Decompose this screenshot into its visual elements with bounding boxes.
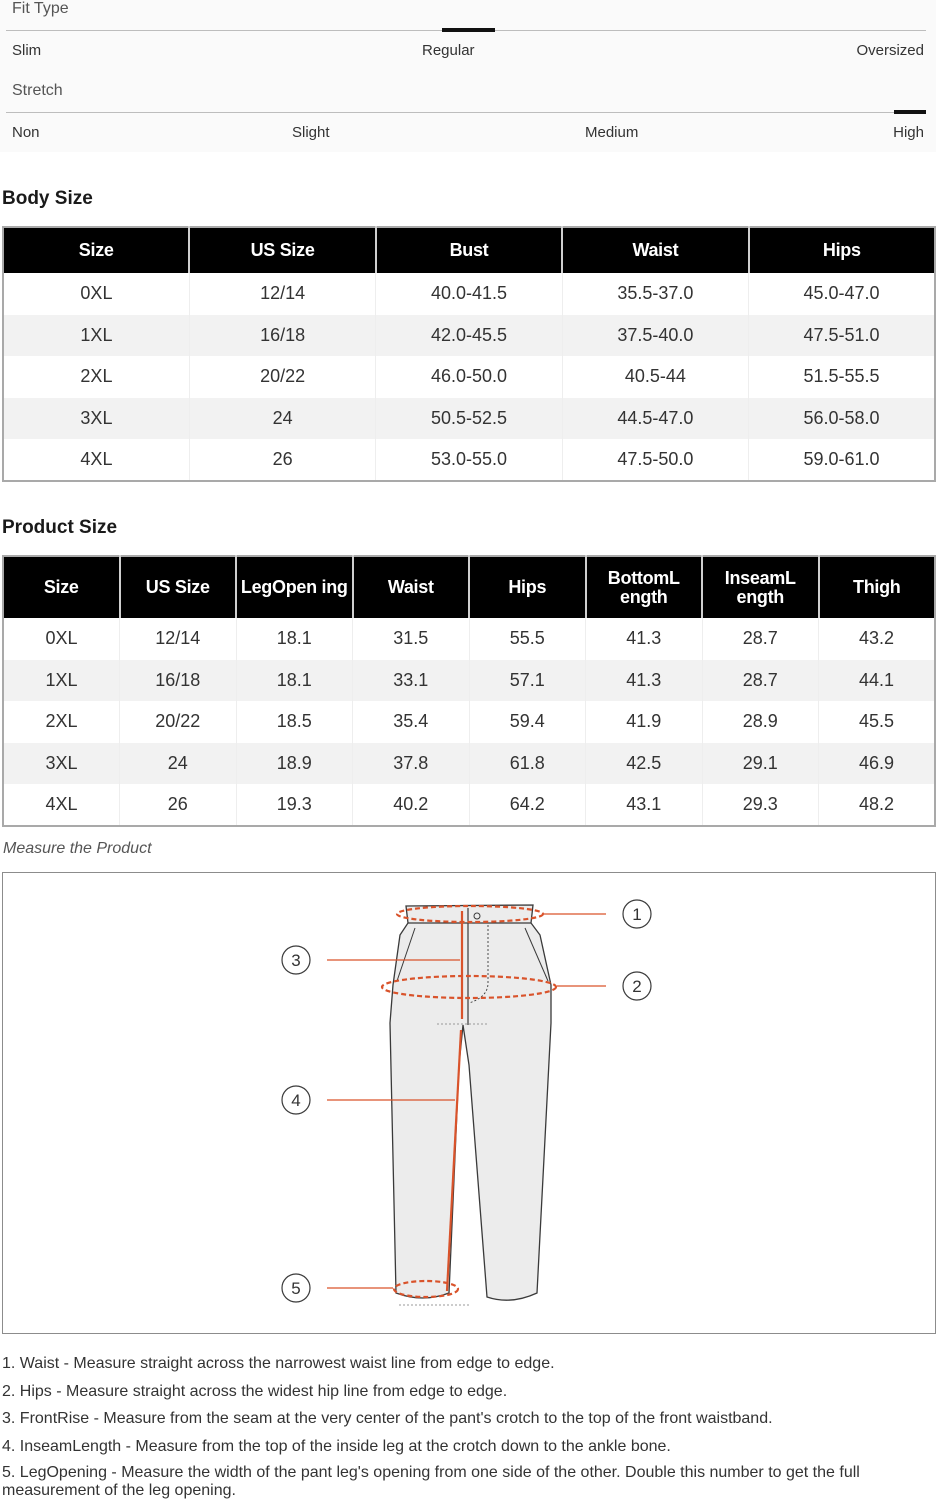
column-header: Size: [3, 556, 120, 618]
column-header: Hips: [469, 556, 586, 618]
table-cell: 55.5: [469, 618, 586, 660]
table-cell: 35.5-37.0: [562, 273, 748, 315]
table-row: [3, 784, 935, 826]
table-cell: 16/18: [189, 315, 375, 357]
table-header-row: [3, 227, 935, 273]
note-waist: 1. Waist - Measure straight across the narrowest waist line from edge to edge.: [2, 1355, 555, 1372]
table-cell: 1XL: [3, 315, 189, 357]
table-cell: 31.5: [353, 618, 470, 660]
table-row: [3, 315, 935, 357]
callout-2: [623, 972, 651, 1000]
table-cell: 35.4: [353, 701, 470, 743]
stretch-option-non: Non: [12, 124, 40, 141]
callout-4-label: 4: [291, 1091, 301, 1110]
table-cell: 18.1: [236, 660, 353, 702]
table-cell: 40.0-41.5: [376, 273, 562, 315]
table-cell: 26: [189, 439, 375, 481]
table-cell: 44.1: [819, 660, 936, 702]
column-header: BottomL ength: [586, 556, 703, 618]
table-cell: 37.8: [353, 743, 470, 785]
table-cell: 18.9: [236, 743, 353, 785]
table-cell: 18.1: [236, 618, 353, 660]
column-header: US Size: [120, 556, 237, 618]
table-cell: 46.9: [819, 743, 936, 785]
measure-caption: Measure the Product: [3, 840, 152, 857]
callout-5: [282, 1274, 310, 1302]
table-row: [3, 743, 935, 785]
stretch-marker: [894, 110, 926, 114]
table-cell: 1XL: [3, 660, 120, 702]
table-cell: 42.5: [586, 743, 703, 785]
table-cell: 2XL: [80, 366, 113, 387]
fit-option-slim: Slim: [12, 42, 42, 59]
table-cell: 40.2: [353, 784, 470, 826]
table-row: [3, 356, 935, 398]
stretch-option-high: High: [893, 124, 924, 141]
table-cell: 3XL: [3, 398, 189, 440]
table-cell: 4XL: [80, 449, 113, 470]
column-header: InseamL ength: [702, 556, 819, 618]
callout-2-label: 2: [632, 977, 642, 996]
table-cell: 12/14: [120, 618, 237, 660]
table-cell: 0XL: [80, 283, 113, 304]
table-cell: 45.5: [819, 701, 936, 743]
product-size-title: Product Size: [2, 517, 118, 538]
column-header: Waist: [562, 227, 748, 273]
column-header: Size: [3, 227, 189, 273]
table-header-row: [3, 556, 935, 618]
table-cell: 4XL: [45, 794, 78, 815]
table-cell: 28.7: [702, 618, 819, 660]
column-header: Waist: [353, 556, 470, 618]
table-cell: 16/18: [120, 660, 237, 702]
fit-stretch-panel: [0, 0, 936, 152]
table-row: [3, 701, 935, 743]
note-inseam-length: 4. InseamLength - Measure from the top of the inside leg at the crotch down to the ankle bone.: [2, 1437, 671, 1455]
table-row: [3, 273, 935, 315]
table-cell: 42.0-45.5: [376, 315, 562, 357]
callout-4: [282, 1086, 310, 1114]
column-header: Hips: [749, 227, 935, 273]
table-cell: 64.2: [469, 784, 586, 826]
table-cell: 40.5-44: [562, 356, 748, 398]
table-cell: 24: [189, 398, 375, 440]
stretch-title: Stretch: [12, 82, 63, 99]
table-cell: 51.5-55.5: [749, 356, 935, 398]
table-cell: 47.5-50.0: [562, 439, 748, 481]
callout-1-label: 1: [632, 905, 642, 924]
note-hips: 2. Hips - Measure straight across the widest hip line from edge to edge.: [2, 1382, 508, 1400]
stretch-track: [6, 112, 926, 113]
fit-option-oversized: Oversized: [856, 42, 924, 59]
table-cell: 26: [120, 784, 237, 826]
table-cell: 12/14: [189, 273, 375, 315]
stretch-option-slight: Slight: [292, 124, 330, 141]
table-cell: 44.5-47.0: [562, 398, 748, 440]
table-cell: 41.3: [586, 660, 703, 702]
table-cell: 50.5-52.5: [376, 398, 562, 440]
table-cell: 53.0-55.0: [376, 439, 562, 481]
pants-illustration: [3, 873, 937, 1335]
fit-option-regular: Regular: [422, 42, 475, 59]
column-header: Thigh: [819, 556, 936, 618]
table-cell: 28.7: [702, 660, 819, 702]
table-cell: 46.0-50.0: [376, 356, 562, 398]
note-front-rise: 3. FrontRise - Measure from the seam at the very center of the pant's crotch to the top of the front waistband.: [2, 1410, 773, 1428]
stretch-option-medium: Medium: [585, 124, 639, 141]
table-row: [3, 660, 935, 702]
fit-type-marker: [442, 28, 495, 32]
table-cell: 3XL: [3, 743, 120, 785]
table-cell: 0XL: [45, 628, 78, 649]
table-cell: 61.8: [469, 743, 586, 785]
column-header: Bust: [376, 227, 562, 273]
measurement-notes: [2, 1350, 936, 1500]
table-cell: 47.5-51.0: [749, 315, 935, 357]
table-cell: 20/22: [189, 356, 375, 398]
pants-outline: [390, 905, 551, 1300]
table-cell: 48.2: [819, 784, 936, 826]
table-cell: 41.9: [586, 701, 703, 743]
table-cell: 43.1: [586, 784, 703, 826]
table-row: [3, 398, 935, 440]
table-cell: 59.4: [469, 701, 586, 743]
table-cell: 19.3: [236, 784, 353, 826]
table-row: [3, 439, 935, 481]
column-header: US Size: [189, 227, 375, 273]
table-cell: 57.1: [469, 660, 586, 702]
product-size-table: [2, 555, 936, 827]
body-size-title: Body Size: [2, 188, 93, 209]
callout-5-label: 5: [291, 1279, 301, 1298]
table-cell: 20/22: [120, 701, 237, 743]
callout-3: [282, 946, 310, 974]
body-size-table: [2, 226, 936, 482]
table-cell: 29.3: [702, 784, 819, 826]
note-leg-opening: 5. LegOpening - Measure the width of the pant leg's opening from one side of the other. Double this number to get the full measurement of the leg opening.: [2, 1464, 860, 1500]
table-cell: 28.9: [702, 701, 819, 743]
table-cell: 24: [120, 743, 237, 785]
table-cell: 43.2: [819, 618, 936, 660]
table-cell: 37.5-40.0: [562, 315, 748, 357]
fit-type-title: Fit Type: [12, 0, 69, 17]
table-cell: 56.0-58.0: [749, 398, 935, 440]
table-cell: 59.0-61.0: [749, 439, 935, 481]
table-cell: 2XL: [45, 711, 78, 732]
measurement-diagram: [2, 872, 936, 1334]
table-row: [3, 618, 935, 660]
column-header: LegOpen ing: [236, 556, 353, 618]
table-cell: 45.0-47.0: [749, 273, 935, 315]
table-cell: 18.5: [236, 701, 353, 743]
callout-1: [623, 900, 651, 928]
callout-3-label: 3: [291, 951, 301, 970]
table-cell: 29.1: [702, 743, 819, 785]
table-cell: 41.3: [586, 618, 703, 660]
table-cell: 33.1: [353, 660, 470, 702]
